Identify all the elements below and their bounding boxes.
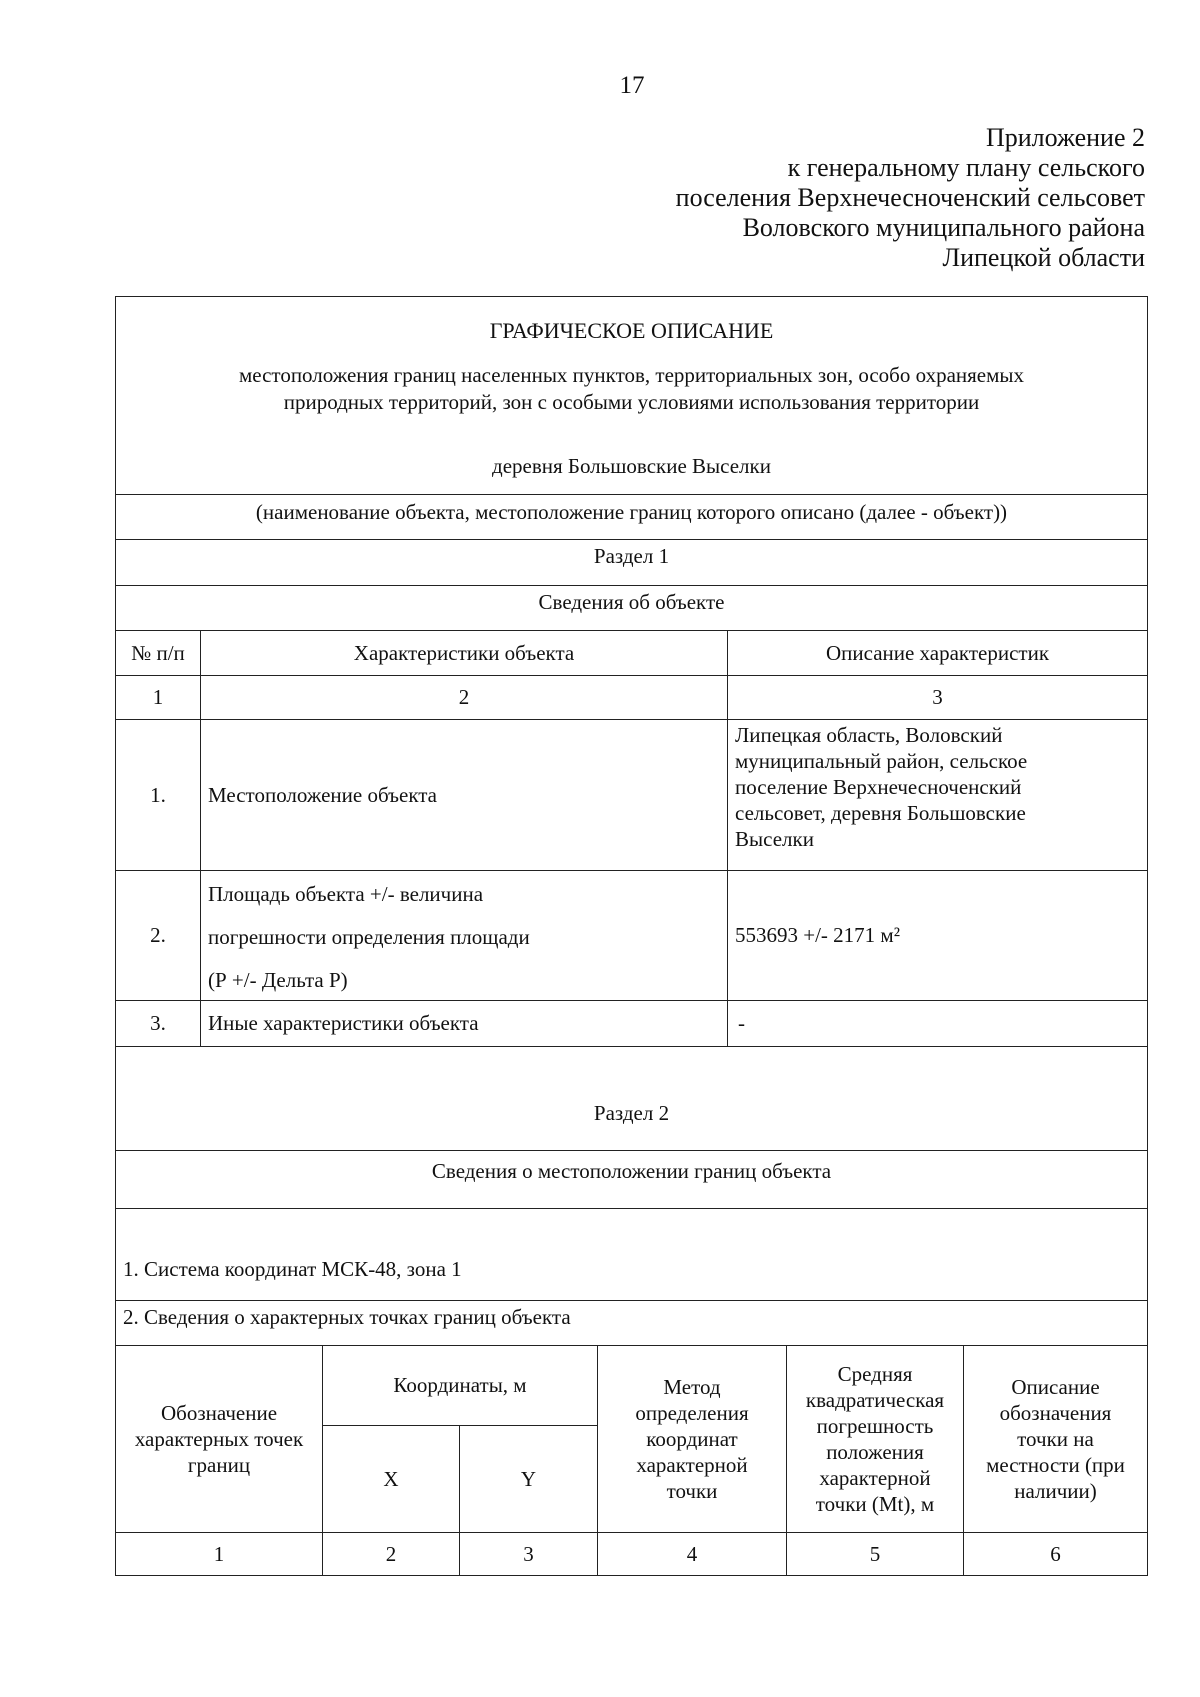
points-header-description [964, 1345, 1147, 1532]
points-header-description-line: Описание [1011, 1374, 1100, 1399]
row-1-description-line: муниципальный район, сельское [735, 749, 1028, 773]
points-header-mean-error-line: Средняя [837, 1361, 913, 1386]
section1-subtitle: Сведения об объекте [538, 590, 725, 614]
column-number-2: 2 [458, 685, 470, 709]
row-2-characteristic [208, 873, 723, 1002]
points-header-mean-error-line: погрешность [816, 1413, 934, 1438]
divider [115, 1208, 1148, 1209]
column-number-3: 3 [932, 685, 943, 709]
points-header-mean-error-line: точки (Mt), м [815, 1491, 935, 1516]
points-header-mean-error-line: квадратическая [805, 1387, 945, 1412]
row-1-description-line: сельсовет, деревня Большовские [735, 801, 1026, 825]
points-header-method-line: координат [646, 1426, 738, 1451]
object-name: деревня Большовские Выселки [492, 454, 771, 478]
points-header-description-line: наличии) [1014, 1478, 1097, 1503]
points-column-number-4: 4 [686, 1542, 698, 1566]
points-header-designation-line: Обозначение [160, 1400, 278, 1425]
points-header-mean-error-line: положения [826, 1439, 924, 1464]
row-2-characteristic-line: (Р +/- Дельта Р) [208, 968, 348, 992]
points-header-coordinates: Координаты, м [393, 1373, 527, 1397]
object-caption: (наименование объекта, местоположение границ которого описано (далее - объект)) [255, 500, 1008, 524]
row-1-number: 1. [150, 782, 166, 807]
row-1-description-line: Липецкая область, Воловский [735, 723, 1003, 747]
form-subtitle-line-2: природных территорий, зон с особыми условиями использования территории [283, 390, 980, 414]
appendix-line-1: Приложение 2 [985, 123, 1145, 152]
points-header-description-line: местности (при [986, 1452, 1125, 1477]
divider [115, 494, 1148, 495]
row-1-description-line: Выселки [735, 827, 814, 851]
column-header-description: Описание характеристик [825, 640, 1050, 665]
points-column-number-1: 1 [213, 1542, 225, 1566]
page-number: 17 [619, 72, 645, 99]
points-header-method-line: определения [635, 1400, 749, 1425]
appendix-line-5: Липецкой области [942, 243, 1145, 272]
appendix-line-4: Воловского муниципального района [742, 213, 1145, 242]
points-column-number-6: 6 [1050, 1542, 1061, 1566]
points-header-method-line: характерной [636, 1452, 748, 1477]
form-title: ГРАФИЧЕСКОЕ ОПИСАНИЕ [489, 318, 774, 343]
row-1-description-line: поселение Верхнечесноченский [735, 775, 1022, 799]
points-header-x: X [383, 1466, 399, 1491]
row-3-characteristic: Иные характеристики объекта [208, 1011, 479, 1035]
points-column-number-2: 2 [385, 1542, 397, 1566]
row-1-characteristic: Местоположение объекта [208, 782, 438, 807]
row-3-description: - [738, 1011, 745, 1035]
points-header-method [598, 1345, 786, 1532]
divider [115, 1150, 1148, 1151]
section2-title: Раздел 2 [593, 1101, 670, 1125]
column-number-1: 1 [152, 685, 164, 709]
form-subtitle-line-1: местоположения границ населенных пунктов, территориальных зон, особо охраняемых [238, 363, 1025, 387]
points-header-method-line: Метод [663, 1374, 721, 1399]
divider [115, 1300, 1148, 1301]
points-header-description-line: обозначения [999, 1400, 1112, 1425]
row-2-characteristic-line: Площадь объекта +/- величина [208, 882, 484, 906]
divider [115, 1046, 1148, 1047]
points-header-method-line: точки [666, 1478, 718, 1503]
points-header-mean-error [787, 1345, 963, 1532]
row-2-characteristic-line: погрешности определения площади [208, 925, 530, 949]
appendix-line-3: поселения Верхнечесноченский сельсовет [675, 183, 1145, 212]
column-header-number: № п/п [131, 640, 185, 665]
points-header-mean-error-line: характерной [819, 1465, 931, 1490]
row-1-description [735, 722, 1145, 852]
points-header-designation-line: границ [187, 1452, 251, 1477]
row-2-description: 553693 +/- 2171 м² [735, 923, 901, 947]
points-header-designation [116, 1345, 322, 1532]
row-2-number: 2. [150, 923, 166, 947]
coordinate-system: 1. Система координат МСК-48, зона 1 [123, 1257, 462, 1281]
appendix-line-2: к генеральному плану сельского [787, 153, 1145, 182]
points-caption: 2. Сведения о характерных точках границ объекта [123, 1305, 571, 1329]
points-column-number-5: 5 [869, 1542, 881, 1566]
row-3-number: 3. [150, 1011, 166, 1035]
divider [115, 539, 1148, 540]
section2-subtitle: Сведения о местоположении границ объекта [431, 1159, 832, 1183]
divider [115, 585, 1148, 586]
column-header-characteristics: Характеристики объекта [353, 640, 575, 665]
points-column-number-3: 3 [523, 1542, 534, 1566]
points-header-designation-line: характерных точек [134, 1426, 304, 1451]
points-header-description-line: точки на [1017, 1426, 1094, 1451]
section1-title: Раздел 1 [593, 544, 670, 568]
points-header-y: Y [520, 1466, 537, 1491]
